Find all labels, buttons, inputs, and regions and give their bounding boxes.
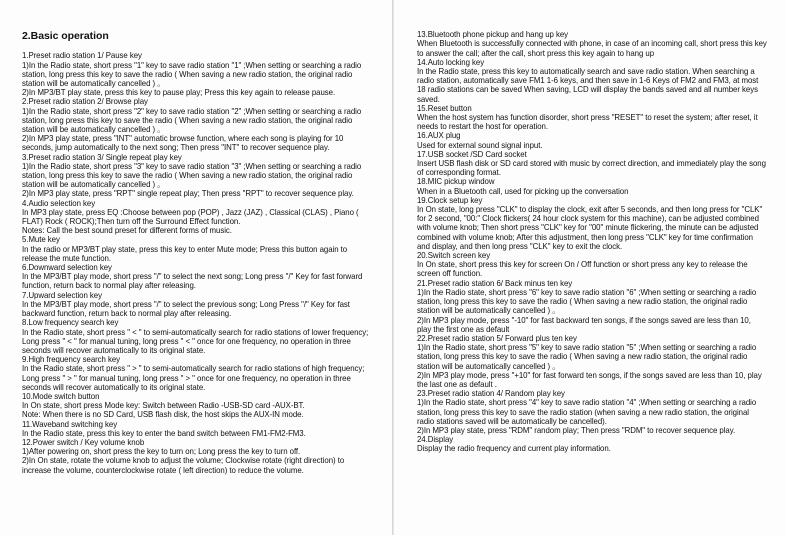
left-column: [22, 21, 374, 484]
right-column-text: 13.Bluetooth phone pickup and hang up key When Bluetooth is successfully connected with phone, in case of an incoming call, short press this key to answer the call; after the call, short press this key again to hang up 14.Auto locking key In the Radio state, press this key to automatically search and save radio station. When searching a radio station, automatically save FM1 1-6 keys, and then save in 1-6 Keys of FM2 and FM3, at most 18 radio stations can be saved When saving, LCD will display the bands saved and all number keys saved. 15.Reset button When the host system has function disorder, short press "RESET" to reset the system; after reset, it needs to restart the host for operation. 16.AUX plug Used for external sound signal input. 17.USB socket /SD Card socket Insert USB flash disk or SD card stored with music by correct direction, and immediately play the song of corresponding format. 18.MIC pickup window When in a Bluetooth call, used for picking up the conversation 19.Clock setup key In On state, long press "CLK" to display the clock, exit after 5 seconds, and then long press for "CLK" for 2 second, "00:" Clock flickers( 24 hour clock system for this machine), can be adjusted combined with volume knob; Then short press "CLK" key for "00" minute flickering, the minute can be adjusted combined with volume knob; After this adjustment, then long press "CLK" key for time confirmation and display, and then long press "CLK" key to exit the clock. 20.Switch screen key In On state, short press this key for screen On / Off function or short press any key to release the screen off function. 21.Preset radio station 6/ Back minus ten key 1)In the Radio state, short press "6" key to save radio station "6" ;When setting or searching a radio station, long press this key to save the radio ( When saving a new radio station, the original radio station will be automatically cancelled ) 。 2)In MP3 play mode, press "-10" for fast backward ten songs, if the songs saved are less than 10, play the first one as default 22.Preset radio station 5/ Forward plus ten key 1)In the Radio state, short press "5" key to save radio station "5" ;When setting or searching a radio station, long press this key to save the radio ( When saving a new radio station, the original radio station will be automatically cancelled ) 。 2)In MP3 play mode, press "+10" for fast forward ten songs, if the songs saved are less than 10, play the last one as default . 23.Preset radio station 4/ Random play key 1)In the Radio state, short press "4" key to save radio station "4" ;When setting or searching a radio station, long press this key to save the radio station (when saving a new radio station, the original radio stations saved will be automatically be cancelled). 2)In MP3 play state, press "RDM" random play; Then press "RDM" to recover sequence play. 24.Display Display the radio frequency and current play information.: [417, 30, 767, 454]
left-column-text: 1.Preset radio station 1/ Pause key 1)In the Radio state, short press "1" key to save radio station "1" ;When setting or searching a radio station, long press this key to save the radio ( When saving a new radio station, the original radio station will be automatically cancelled ) 。 2)In MP3/BT play state, press this key to pause play; Press this key again to release pause. 2.Preset radio station 2/ Browse play 1)In the Radio state, short press "2" key to save radio station "2" ;When setting or searching a radio station, long press this key to save the radio ( When saving a new radio station, the original radio station will be automatically cancelled ) 。 2)In MP3 play state, press "INT" automatic browse function, where each song is playing for 10 seconds, jump automatically to the next song; Then press "INT" to recover sequence play. 3.Preset radio station 3/ Single repeat play key 1)In the Radio state, short press "3" key to save radio station "3" ;When setting or searching a radio station, long press this key to save the radio ( When saving a new radio station, the original radio station will be automatically cancelled ) 。 2)In MP3 play state, press "RPT" single repeat play; Then press "RPT" to recover sequence play. 4.Audio selection key In MP3 play state, press EQ :Choose between pop (POP) , Jazz (JAZ) , Classical (CLAS) , Piano ( FLAT) Rock ( ROCK);Then turn off the Surround Effect function. Notes: Call the best sound preset for different forms of music. 5.Mute key In the radio or MP3/BT play state, press this key to enter Mute mode; Press this button again to release the mute function. 6.Downward selection key In the MP3/BT play mode, short press "/" to select the next song; Long press "/" Key for fast forward function, return back to normal play after releasing. 7.Upward selection key In the MP3/BT play mode, short press "/" to select the previous song; Long Press "/" Key for fast backward function, return back to normal play after releasing. 8.Low frequency search key In the Radio state, short press " < " to semi-automatically search for radio stations of lower frequency; Long press " < " for manual tuning, long press " < " once for one frequency, no operation in three seconds will recover automatically to its original state. 9.High frequency search key In the Radio state, short press " > " to semi-automatically search for radio stations of high frequency; Long press " > " for manual tuning, long press " > " once for one frequency, no operation in three seconds will recover automatically to its original state. 10.Mode switch button In On state, short press Mode key: Switch between Radio -USB-SD card -AUX-BT. Note: When there is no SD Card, USB flash disk, the host skips the AUX-IN mode. 11.Waveband switching key In the Radio state, press this key to enter the band switch between FM1-FM2-FM3. 12.Power switch / Key volume knob 1)After powering on, short press the key to turn on; Long press the key to turn off. 2)In On state, rotate the volume knob to adjust the volume; Clockwise rotate (right direction) to increase the volume, counterclockwise rotate ( left direction) to reduce the volume.: [22, 51, 369, 475]
page-fold: [392, 0, 394, 535]
right-column: [417, 21, 767, 463]
section-heading: 2.Basic operation: [22, 30, 109, 43]
